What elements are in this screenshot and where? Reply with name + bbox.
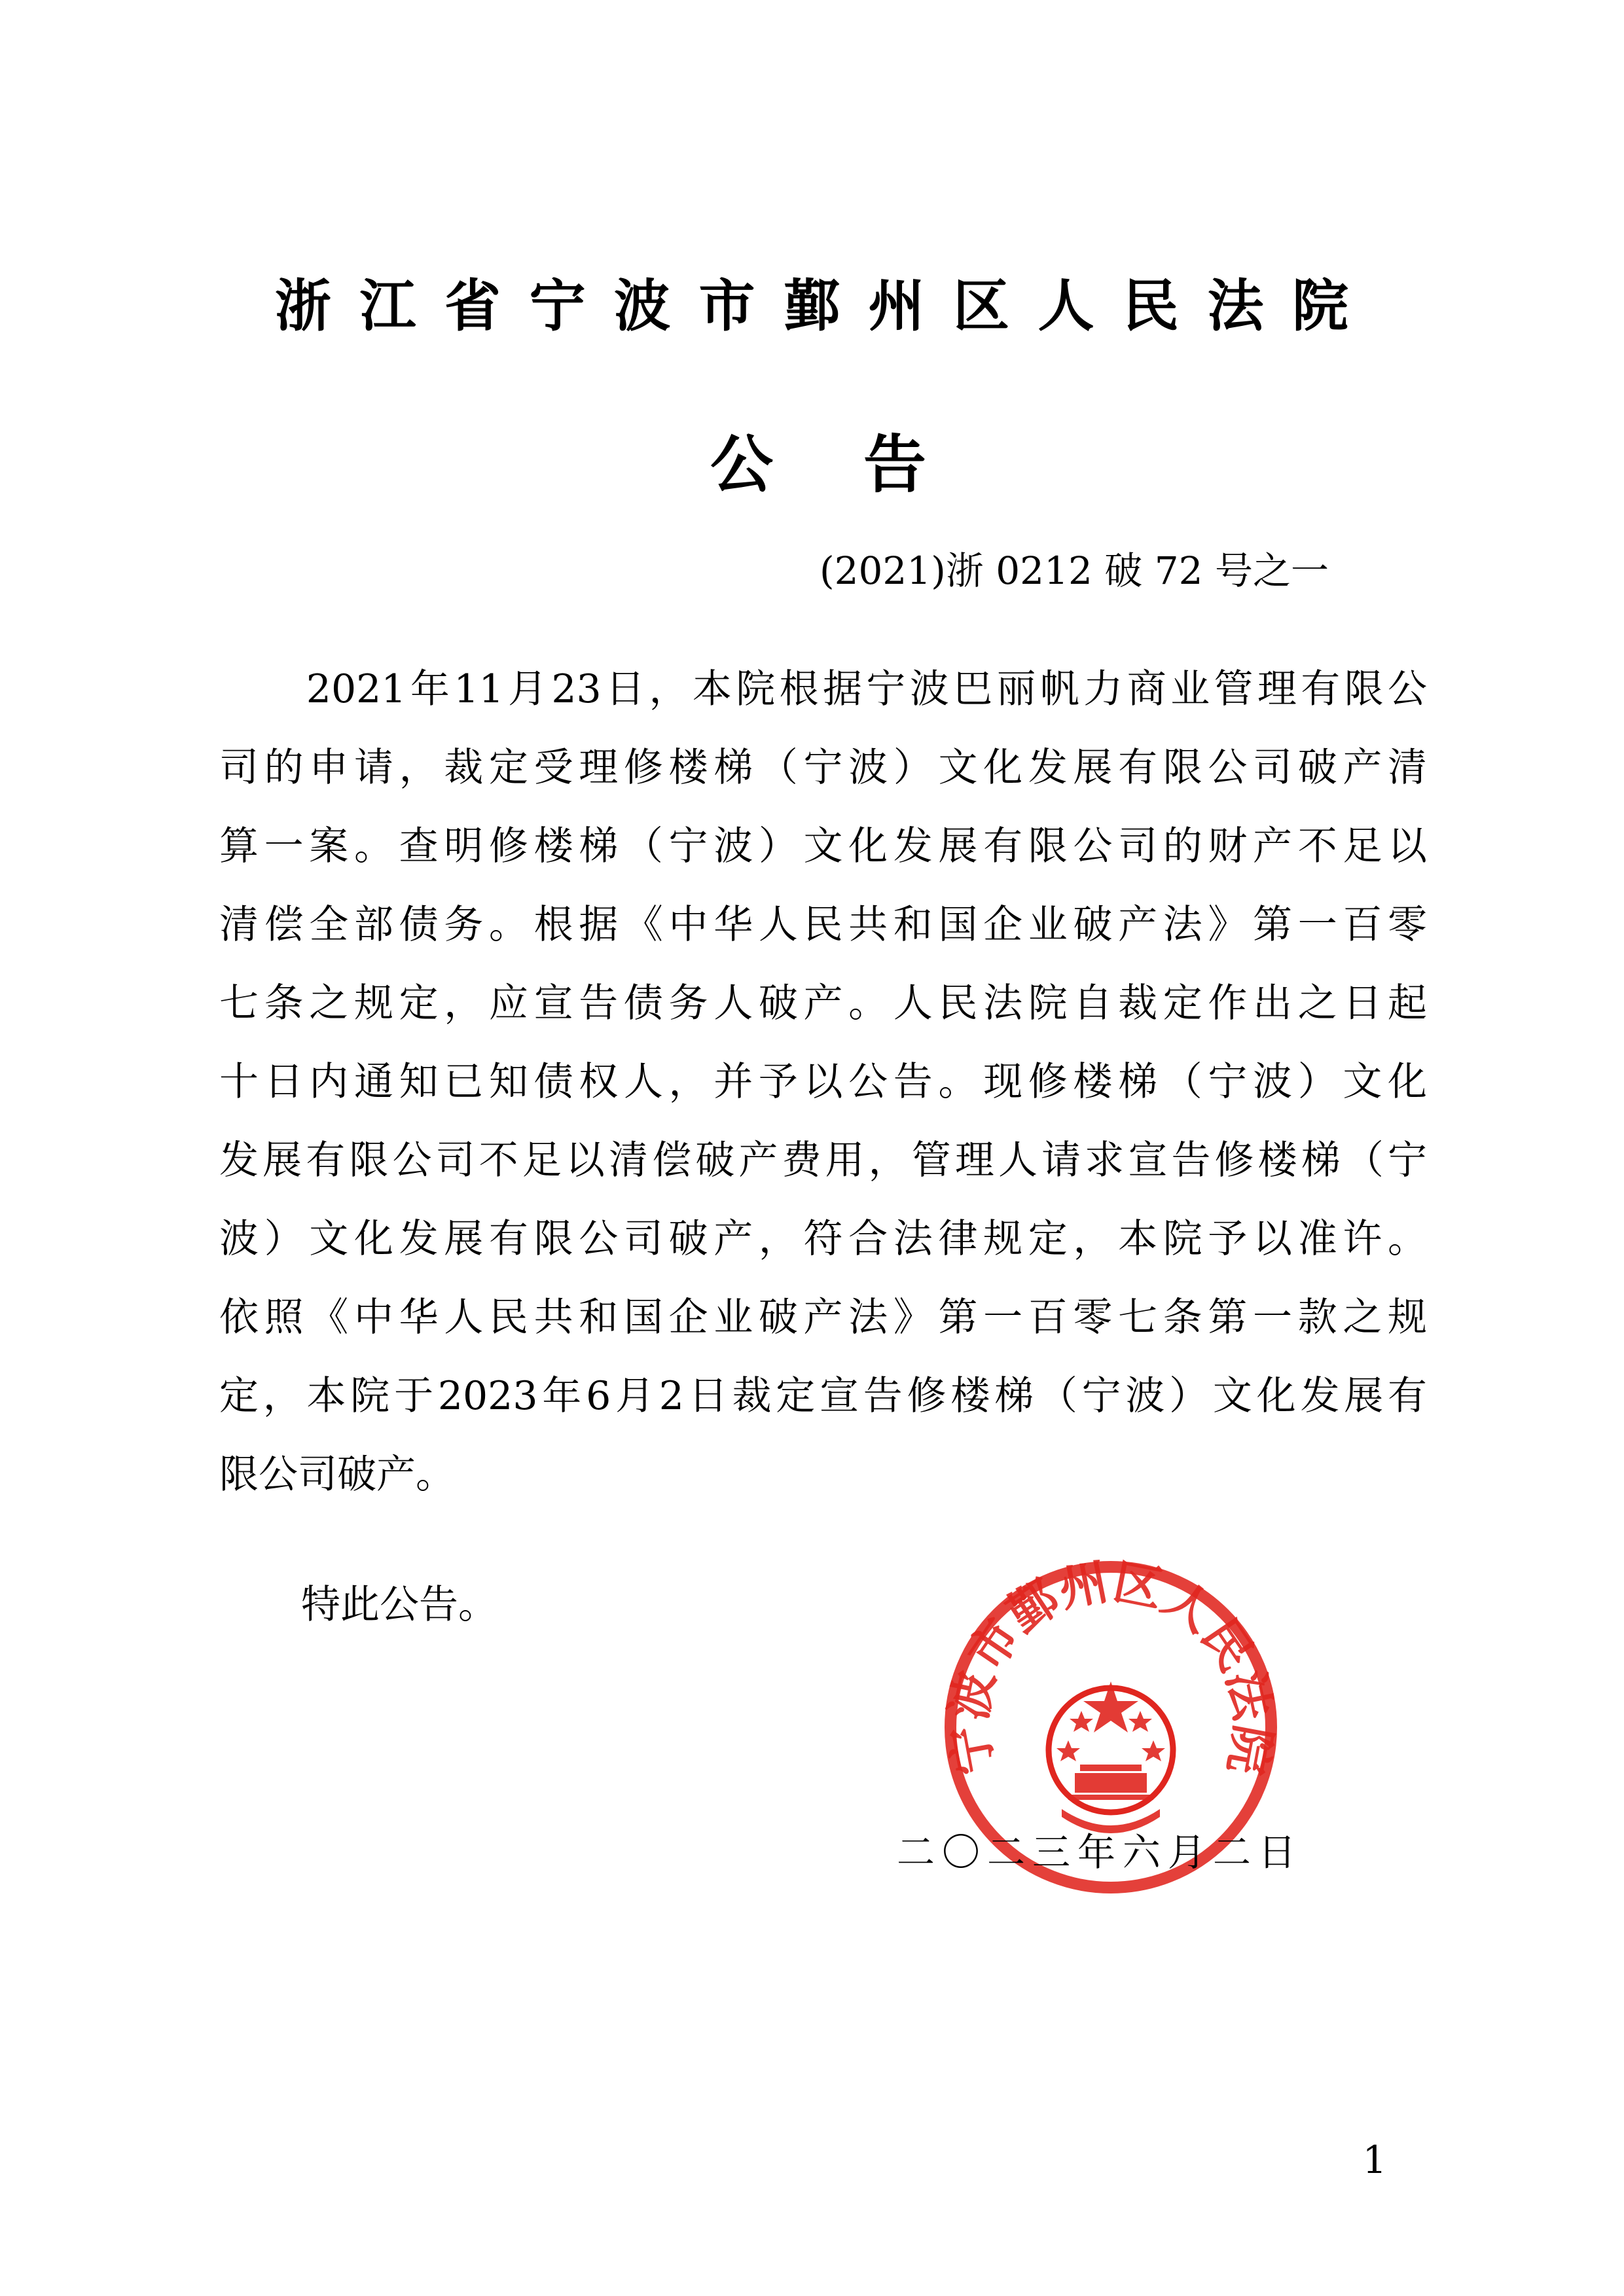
court-name-char: 院: [1292, 274, 1348, 339]
case-number: (2021)浙 0212 破 72 号之一: [819, 548, 1329, 593]
court-name-char: 宁: [529, 274, 586, 339]
court-name-char: 市: [698, 274, 755, 339]
date-char: 二: [897, 1830, 935, 1874]
court-name-char: 波: [614, 274, 670, 339]
date-char: 二: [986, 1830, 1025, 1874]
date-char: 六: [1122, 1830, 1161, 1874]
closing-text: 特此公告。: [301, 1582, 497, 1628]
body-line: 波）文化发展有限公司破产，符合法律规定，本院予以准许。: [219, 1216, 1427, 1262]
document-title-char: 告: [863, 428, 926, 501]
document-title-char: 公: [710, 428, 773, 501]
body-line: 算一案。查明修楼梯（宁波）文化发展有限公司的财产不足以: [219, 823, 1427, 869]
date-char: 年: [1077, 1830, 1115, 1874]
body-line: 司的申请，裁定受理修楼梯（宁波）文化发展有限公司破产清: [219, 745, 1427, 791]
body-line: 清偿全部债务。根据《中华人民共和国企业破产法》第一百零: [219, 902, 1427, 948]
document-title: [710, 425, 926, 504]
body-line: 限公司破产。: [219, 1452, 455, 1498]
page-number: 1: [1362, 2138, 1387, 2182]
national-emblem: [1049, 1681, 1173, 1833]
issue-date: [897, 1813, 1296, 1892]
date-char: 三: [1032, 1830, 1070, 1874]
court-name-char: 人: [1038, 274, 1094, 339]
date-char: 二: [1212, 1830, 1251, 1874]
court-name-char: 州: [868, 274, 925, 339]
court-name-char: 省: [444, 274, 501, 339]
svg-text:宁波市鄞州区人民法院: 宁波市鄞州区人民法院: [940, 1554, 1282, 1779]
body-line: 七条之规定，应宣告债务人破产。人民法院自裁定作出之日起: [219, 980, 1427, 1026]
court-name-char: 区: [953, 274, 1009, 339]
date-char: 月: [1167, 1830, 1206, 1874]
body-line: 十日内通知已知债权人，并予以公告。现修楼梯（宁波）文化: [219, 1059, 1427, 1105]
body-line: 定，本院于2023年6月2日裁定宣告修楼梯（宁波）文化发展有: [219, 1373, 1427, 1419]
court-name: [275, 267, 1348, 346]
court-name-char: 民: [1123, 274, 1179, 339]
date-char: 〇: [941, 1830, 980, 1874]
date-char: 日: [1257, 1830, 1296, 1874]
body-line: 发展有限公司不足以清偿破产费用，管理人请求宣告修楼梯（宁: [219, 1138, 1427, 1183]
court-name-char: 法: [1207, 274, 1264, 339]
court-name-char: 鄞: [784, 274, 840, 339]
body-line: 2021年11月23日，本院根据宁波巴丽帆力商业管理有限公: [219, 666, 1427, 712]
body-line: 依照《中华人民共和国企业破产法》第一百零七条第一款之规: [219, 1295, 1427, 1340]
court-name-char: 浙: [275, 274, 331, 339]
court-name-char: 江: [359, 274, 416, 339]
